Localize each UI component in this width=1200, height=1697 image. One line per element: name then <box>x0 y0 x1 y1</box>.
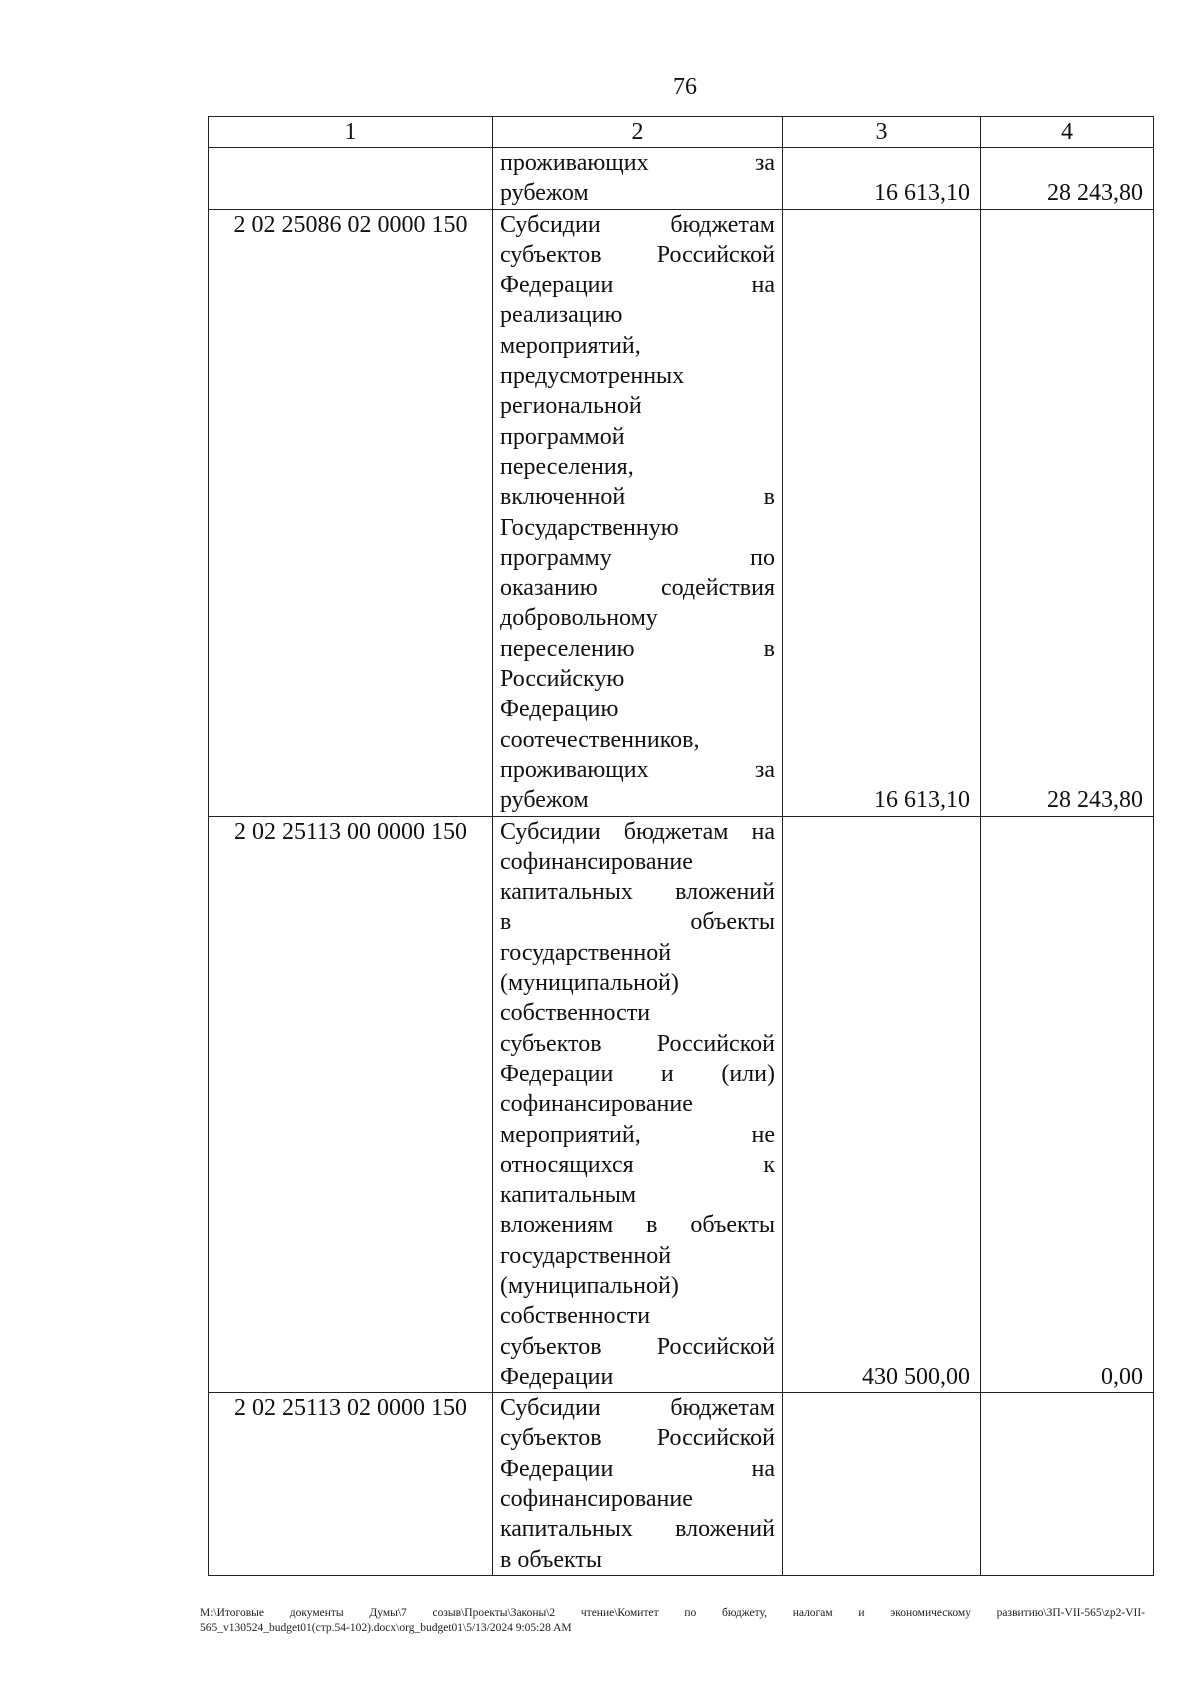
income-name <box>493 1393 783 1576</box>
income-name-line: реализацию <box>500 302 623 329</box>
income-name-line: капитальным <box>500 1182 637 1209</box>
footer-line: 565_v130524_budget01(стр.54-102).docx\org_budget01\5/13/2024 9:05:28 AM <box>200 1622 572 1634</box>
income-name-line: проживающих за <box>500 756 775 783</box>
income-name-line: Субсидии бюджетам <box>500 1395 775 1422</box>
amount-column-3: 430 500,00 <box>783 816 981 1393</box>
income-name-line: субъектов Российской <box>500 241 775 268</box>
income-name-line: переселению в <box>500 635 775 662</box>
classification-code <box>209 148 493 210</box>
income-name-line: государственной <box>500 939 672 966</box>
column-header: 2 <box>493 117 783 148</box>
income-name-line: мероприятий, не <box>500 1121 775 1148</box>
income-name-line: софинансирование <box>500 1091 693 1118</box>
income-name-line: Федерации на <box>500 272 775 299</box>
income-name-line: собственности <box>500 1303 651 1330</box>
income-name-line: (муниципальной) <box>500 1272 679 1299</box>
income-name-line: собственности <box>500 1000 651 1027</box>
income-name <box>493 816 783 1393</box>
table-row <box>209 816 1154 1393</box>
table-body <box>209 148 1154 1576</box>
income-name-line: субъектов Российской <box>500 1333 775 1360</box>
income-name-line: (муниципальной) <box>500 970 679 997</box>
income-name-line: государственной <box>500 1242 672 1269</box>
income-name-line: в объекты <box>500 909 775 936</box>
income-name-line: субъектов Российской <box>500 1030 775 1057</box>
column-header: 4 <box>981 117 1154 148</box>
table-header-row <box>209 117 1154 148</box>
income-name-line: в объекты <box>500 1546 602 1573</box>
page-number: 76 <box>673 74 697 100</box>
classification-code: 2 02 25086 02 0000 150 <box>209 209 493 816</box>
amount-column-3: 16 613,10 <box>783 148 981 210</box>
income-name-line: рубежом <box>500 180 589 207</box>
income-name-line: Федерацию <box>500 696 619 723</box>
income-name-line: включенной в <box>500 484 775 511</box>
income-name-line: вложениям в объекты <box>500 1212 775 1239</box>
income-name-line: софинансирование <box>500 1486 693 1513</box>
income-name-line: Субсидии бюджетам на <box>500 818 775 845</box>
table-row <box>209 148 1154 210</box>
amount-column-4 <box>981 1393 1154 1576</box>
income-name-line: Государственную <box>500 514 679 541</box>
income-name-line: предусмотренных <box>500 363 685 390</box>
income-name-line: оказанию содействия <box>500 575 775 602</box>
income-name-line: проживающих за <box>500 150 775 176</box>
income-name-line: субъектов Российской <box>500 1425 775 1452</box>
table-row <box>209 1393 1154 1576</box>
classification-code: 2 02 25113 02 0000 150 <box>209 1393 493 1576</box>
amount-column-4: 28 243,80 <box>981 148 1154 210</box>
amount-column-3 <box>783 1393 981 1576</box>
amount-column-4: 0,00 <box>981 816 1154 1393</box>
column-header: 3 <box>783 117 981 148</box>
income-name-line: Федерации <box>500 1363 614 1390</box>
amount-column-3: 16 613,10 <box>783 209 981 816</box>
income-name <box>493 209 783 816</box>
amount-column-4: 28 243,80 <box>981 209 1154 816</box>
income-name-line: капитальных вложений <box>500 879 775 906</box>
classification-code: 2 02 25113 00 0000 150 <box>209 816 493 1393</box>
table-row <box>209 209 1154 816</box>
income-name-line: Субсидии бюджетам <box>500 211 775 238</box>
income-name-line: рубежом <box>500 787 589 814</box>
income-name-line: относящихся к <box>500 1151 775 1178</box>
footer-line: М:\Итоговые документы Думы\7 созыв\Проекты\Законы\2 чтение\Комитет по бюджету, налогам и экономическому развитию\ЗП-VII-565\zp2-VII- <box>200 1607 1145 1619</box>
income-name-line: капитальных вложений <box>500 1516 775 1543</box>
column-header: 1 <box>209 117 493 148</box>
income-name-line: Российскую <box>500 666 625 693</box>
budget-table <box>208 116 1154 1576</box>
file-path-footer <box>200 1606 1145 1636</box>
income-name <box>493 148 783 210</box>
income-name-line: Федерации и (или) <box>500 1060 775 1087</box>
income-name-line: софинансирование <box>500 848 693 875</box>
income-name-line: региональной <box>500 393 642 420</box>
income-name-line: программу по <box>500 544 775 571</box>
income-name-line: мероприятий, <box>500 332 641 359</box>
income-name-line: переселения, <box>500 453 634 480</box>
income-name-line: соотечественников, <box>500 726 700 753</box>
income-name-line: добровольному <box>500 605 658 632</box>
income-name-line: Федерации на <box>500 1455 775 1482</box>
income-name-line: программой <box>500 423 625 450</box>
